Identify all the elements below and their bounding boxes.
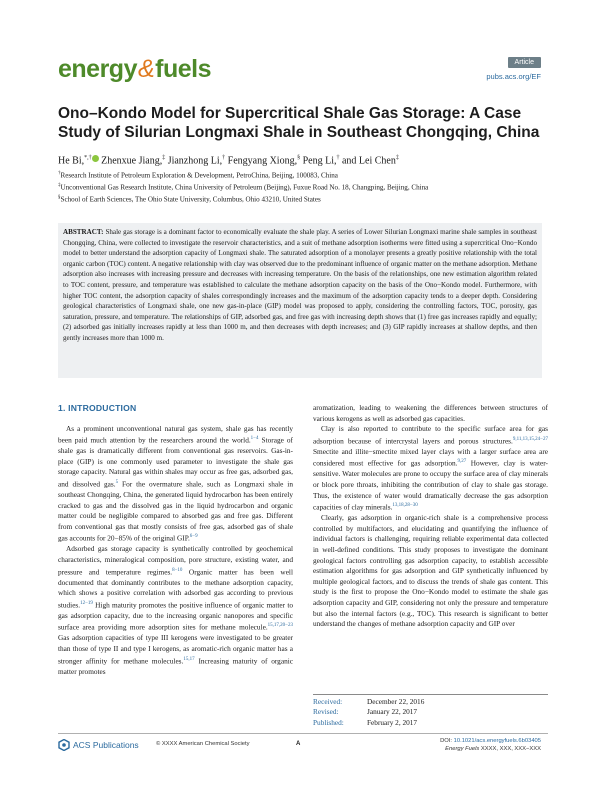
orcid-icon[interactable] — [92, 155, 99, 162]
publication-dates — [313, 694, 548, 728]
body-paragraph: Clearly, gas adsorption in organic-rich shale is a comprehensive process controlled by multifactors, and elucidating and quantifying the influence of individual factors is challenging, requiring reliable experimental data collected in well-defined conditions. This study proposes to investigate the dominant geological factors controlling gas adsorption capacity, to establish accessible estimation algorithms for gas adsorption and GIP synthetically influenced by multiple geological factors, and to discuss the trends of shale gas content. This study is the first to propose the Ono−Kondo model to estimate the shale gas adsorption capacity and GIP, considering not only the pressure and temperature but also the internal factors (e.g., TOC). This research is significant to better understand the changes of methane adsorption capacity and GIP over — [313, 513, 548, 629]
author-affil-mark: † — [222, 155, 226, 161]
abstract-label: ABSTRACT: — [63, 228, 104, 236]
paragraph-text: Organic matter has been well documented that dominantly contributes to the methane adsorption capacity, which shows a positive correlation with adsorbed gas according to previous studies. — [58, 567, 293, 610]
affiliation-list — [58, 169, 548, 205]
affiliation-mark: † — [58, 171, 61, 176]
citation-link[interactable]: 9,27 — [457, 459, 467, 465]
affiliation-item — [58, 193, 548, 205]
affiliation-text: Research Institute of Petroleum Exploration & Development, PetroChina, Beijing, 100083, China — [60, 171, 338, 180]
author-name[interactable]: Peng Li, — [302, 155, 337, 167]
citation-link[interactable]: 5 — [115, 479, 119, 485]
author-name[interactable]: Zhenxue Jiang, — [101, 155, 163, 167]
paragraph-text: As a prominent unconventional natural gas system, shale gas has recently been paid much attention by the researchers around the world. — [58, 423, 293, 445]
date-label: Published: — [313, 717, 344, 727]
affiliation-item — [58, 181, 548, 193]
citation-link[interactable]: 1−4 — [250, 436, 259, 442]
citation-details: XXXX, XXX, XXX−XXX — [479, 746, 541, 752]
article-title: Ono–Kondo Model for Supercritical Shale Gas Storage: A Case Study of Silurian Longmaxi Shale in Southeast Chongqing, China — [58, 105, 540, 141]
journal-name-amp: & — [137, 55, 155, 83]
author-affil-mark: *,† — [84, 155, 92, 161]
body-paragraph — [313, 424, 548, 513]
author-affil-mark: ‡ — [162, 155, 166, 161]
citation-link[interactable]: 8−10 — [172, 567, 183, 573]
affiliation-mark: § — [58, 194, 61, 200]
author-name[interactable]: Jianzhong Li, — [167, 155, 223, 167]
page-number: A — [296, 741, 301, 747]
affiliation-text: School of Earth Sciences, The Ohio State University, Columbus, Ohio 43210, United States — [60, 195, 321, 204]
paragraph-text: Clay is also reported to contribute to the specific surface area for gas adsorption because of intercrystal layers and porous structures. — [313, 424, 548, 446]
doi-block — [440, 737, 541, 753]
journal-name-fuels: fuels — [155, 55, 212, 83]
journal-logo — [58, 57, 211, 82]
doi-label: DOI: — [440, 738, 453, 744]
date-row — [313, 697, 548, 707]
date-label: Received: — [313, 697, 343, 706]
doi-link[interactable]: 10.1021/acs.energyfuels.6b03405 — [453, 738, 541, 744]
footer-divider — [58, 733, 548, 734]
author-name[interactable]: He Bi, — [58, 155, 85, 167]
date-value: January 22, 2017 — [367, 707, 418, 717]
paragraph-text: Gas adsorption capacities of type III kerogens were investigated to be greater than those of type II and type I kerogens, as aromatic-rich organic matter has a stronger affinity for methane molecules. — [58, 633, 293, 666]
citation-line — [440, 745, 541, 753]
date-label: Revised: — [313, 707, 339, 717]
paragraph-text: Smectite and illite−smectite mixed layer clays with a larger surface area are considered most effective for gas adsorption. — [313, 446, 548, 468]
author-name[interactable]: and Lei Chen — [341, 155, 396, 167]
section-heading-introduction: 1. INTRODUCTION — [58, 403, 137, 413]
date-value: February 2, 2017 — [367, 717, 418, 727]
publisher-name: ACS Publications — [73, 740, 139, 750]
abstract-box — [58, 223, 542, 378]
journal-name-energy: energy — [58, 55, 137, 83]
paragraph-text: Storage of shale gas is dramatically different from conventional gas reservoirs. Gas-in-place (GIP) is one commonly used parameter to investigate the shale gas storage capacity. Natural gas within shales may occur as free gas, adsorbed gas, and dissolved gas. — [58, 435, 293, 489]
citation-link[interactable]: 12−19 — [80, 600, 93, 606]
author-affil-mark: † — [336, 155, 340, 161]
paragraph-text: Adsorbed gas storage capacity is synthetically controlled by geochemical characteristics, mineralogical composition, pore structure, existing water, and pressure and temperature regimes. — [58, 544, 293, 576]
acs-publications-logo[interactable] — [58, 739, 139, 751]
citation-link[interactable]: 15,17,20−23 — [267, 623, 293, 629]
date-row — [313, 718, 548, 728]
acs-hexagon-icon — [58, 739, 70, 751]
paragraph-text: Increasing maturity of organic matter promotes — [58, 656, 293, 676]
abstract-text: Shale gas storage is a dominant factor to economically evaluate the shale play. A series of Lower Silurian Longmaxi marine shale samples in southeast Chongqing, China, were collected to investigate the reservoir characteristics, and a suit of methane adsorption isotherms were fitted using a supercritical Ono−Kondo model to better understand the adsorption capacity of Longmaxi shale. The saturated adsorption of a monolayer presents a greatly positive relationship with the total organic carbon (TOC) content. A negative relationship with clay was observed due to the predominant influence of organic matter on the methane adsorption. Methane adsorption also increases with increasing pressure and decreases with increasing temperature. On the basis of the relationships, one new estimation algorithm related to TOC content, pressure, and temperature was established to calculate the methane adsorption capacity on the basis of the Ono−Kondo model. Furthermore, with higher TOC content, the adsorption capacity of shales correspondingly increases and the maximum of the adsorption capacity tends to a deeper depth. Considering geological characteristics of Longmaxi shale, one new gas-in-place (GIP) model was proposed to apply, considering the controlling factors, TOC, porosity, gas saturation, pressure, and temperature. The relationships of GIP, adsorbed gas, and free gas with increasing depth shows that (1) free gas increases rapidly and equally; (2) adsorbed gas initially increases rapidly at less than 1000 m, and then decreases with depth increases; and (3) GIP rapidly increases at shallow depths, and then gently increases more than 1000 m. — [63, 228, 537, 342]
paragraph-text: High maturity promotes the positive influence of organic matter to gas adsorption capacity, due to the increasing organic nanopores and specific surface area providing more adsorption sites for methane molecule. — [58, 600, 293, 632]
author-name[interactable]: Fengyang Xiong, — [227, 155, 298, 167]
body-paragraph — [58, 544, 293, 677]
author-affil-mark: § — [297, 155, 301, 161]
affiliation-mark: ‡ — [58, 182, 61, 188]
affiliation-item — [58, 169, 548, 181]
body-paragraph: aromatization, leading to weakening the differences between structures of various kerogens as well as adsorbed gas capacities. — [313, 403, 548, 423]
body-paragraph — [58, 424, 293, 545]
journal-url-link[interactable]: pubs.acs.org/EF — [486, 72, 541, 81]
date-row — [313, 707, 548, 717]
citation-journal: Energy Fuels — [445, 746, 480, 752]
citation-link[interactable]: 13,18,28−30 — [392, 503, 418, 509]
paragraph-text: For the overmature shale, such as Longmaxi shale in southeast Chongqing, China, the generated liquid hydrocarbon has been entirely cracked to gas and the dissolved gas in the liquid hydrocarbon and organic matter could be negligible compared to absorbed gas and free gas. Different from conventional gas that mostly consists of free gas, adsorbed gas of shale gas accounts for 20−85% of the original GIP. — [58, 479, 293, 543]
citation-link[interactable]: 15,17 — [183, 656, 195, 662]
author-list — [58, 152, 548, 167]
citation-link[interactable]: 9,11,13,15,24−27 — [512, 436, 548, 442]
copyright-notice: © XXXX American Chemical Society — [156, 741, 250, 747]
left-column — [58, 403, 293, 677]
right-column — [313, 403, 548, 630]
paragraph-text: However, clay is water-sensitive. Water molecules are prone to occupy the surface area of clay minerals or block pore throats, inhibiting the contribution of clay to shale gas storage. Thus, the existence of water would dramatically decrease the gas adsorption capacities of clay minerals. — [313, 458, 548, 512]
date-value: December 22, 2016 — [367, 697, 425, 706]
doi-line — [440, 737, 541, 745]
affiliation-text: Unconventional Gas Research Institute, China University of Petroleum (Beijing), Fuxue Road No. 18, Changping, Beijing, China — [60, 183, 429, 192]
author-affil-mark: ‡ — [395, 155, 399, 161]
article-type-badge: Article — [508, 57, 541, 68]
citation-link[interactable]: 6−9 — [189, 534, 198, 540]
